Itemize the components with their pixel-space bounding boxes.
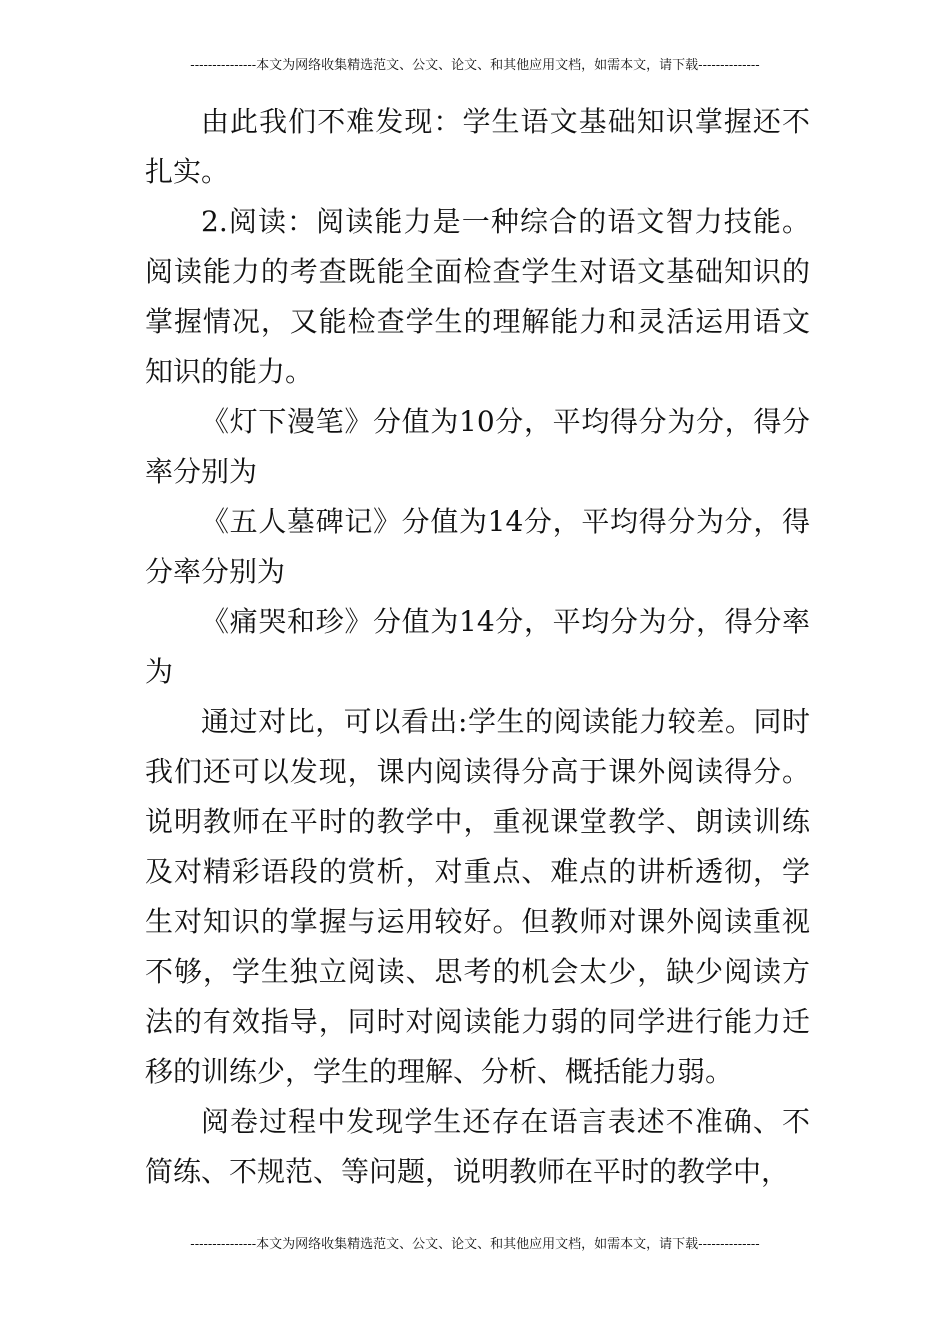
document-body bbox=[145, 97, 810, 1197]
paragraph-conclusion-basics: 由此我们不难发现：学生语文基础知识掌握还不扎实。 bbox=[145, 105, 810, 188]
paragraph-score-dengxia: 《灯下漫笔》分值为10分，平均得分为分，得分率分别为 bbox=[145, 405, 810, 488]
paragraph-expression-issues: 阅卷过程中发现学生还存在语言表述不准确、不简练、不规范、等问题，说明教师在平时的教学中， bbox=[145, 1105, 810, 1188]
paragraph-reading-ability: 2.阅读：阅读能力是一种综合的语文智力技能。阅读能力的考查既能全面检查学生对语文基础知识的掌握情况，又能检查学生的理解能力和灵活运用语文知识的能力。 bbox=[145, 205, 810, 388]
page-header: ---------------本文为网络收集精选范文、公文、论文、和其他应用文档，如需本文，请下载-------------- bbox=[190, 58, 760, 73]
paragraph-score-wuren: 《五人墓碑记》分值为14分，平均得分为分，得分率分别为 bbox=[145, 505, 810, 588]
paragraph-comparison-analysis: 通过对比，可以看出:学生的阅读能力较差。同时我们还可以发现，课内阅读得分高于课外阅读得分。说明教师在平时的教学中，重视课堂教学、朗读训练及对精彩语段的赏析，对重点、难点的讲析透彻，学生对知识的掌握与运用较好。但教师对课外阅读重视不够，学生独立阅读、思考的机会太少，缺少阅读方法的有效指导，同时对阅读能力弱的同学进行能力迁移的训练少，学生的理解、分析、概括能力弱。 bbox=[145, 705, 810, 1088]
paragraph-score-tongku: 《痛哭和珍》分值为14分，平均分为分，得分率为 bbox=[145, 605, 810, 688]
page-footer: ---------------本文为网络收集精选范文、公文、论文、和其他应用文档，如需本文，请下载-------------- bbox=[190, 1237, 760, 1252]
